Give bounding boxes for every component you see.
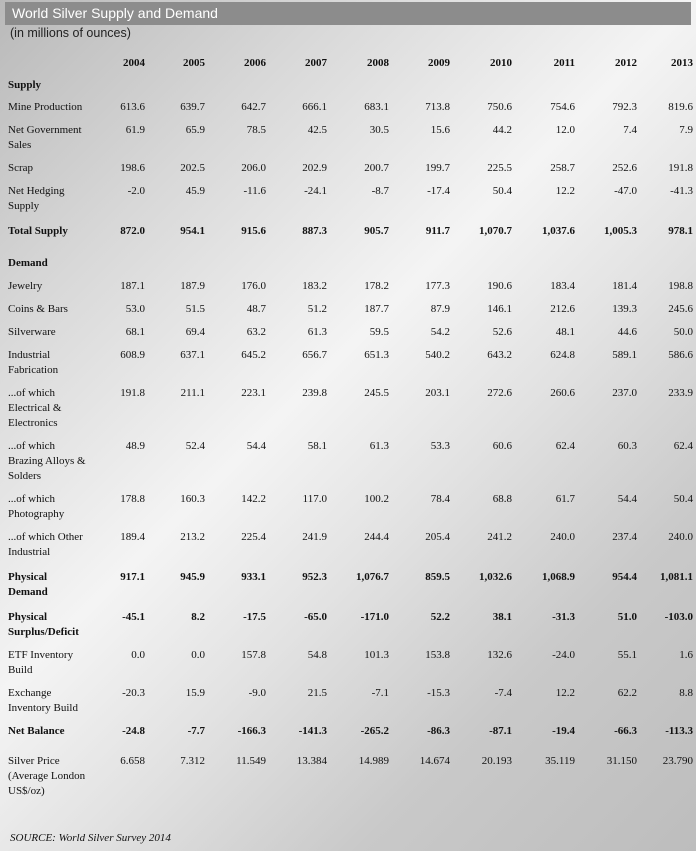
- data-cell: 30.5: [369, 124, 389, 136]
- data-cell: 540.2: [425, 349, 450, 361]
- data-cell: 917.1: [120, 571, 145, 583]
- data-cell: 198.8: [668, 280, 693, 292]
- data-cell: -45.1: [122, 611, 145, 623]
- data-cell: 45.9: [185, 185, 205, 197]
- data-cell: 198.6: [120, 162, 145, 174]
- data-cell: 199.7: [425, 162, 450, 174]
- data-cell: -7.1: [371, 687, 389, 699]
- data-cell: 1,070.7: [479, 225, 512, 237]
- data-cell: -9.0: [248, 687, 266, 699]
- data-cell: 225.4: [241, 531, 266, 543]
- data-cell: 62.4: [673, 440, 693, 452]
- section-filler: [92, 78, 694, 100]
- section-filler: [92, 256, 694, 279]
- data-cell: 954.4: [612, 571, 637, 583]
- data-cell: 48.9: [125, 440, 145, 452]
- data-cell: 177.3: [425, 280, 450, 292]
- data-cell: 176.0: [241, 280, 266, 292]
- data-cell: -141.3: [298, 725, 327, 737]
- data-cell: 15.9: [185, 687, 205, 699]
- table-row: [8, 184, 694, 224]
- data-cell: -17.4: [427, 185, 450, 197]
- data-cell: 61.9: [125, 124, 145, 136]
- data-cell: 52.6: [492, 326, 512, 338]
- data-cell: 1,005.3: [604, 225, 637, 237]
- data-cell: 683.1: [364, 101, 389, 113]
- data-cell: 51.0: [617, 611, 637, 623]
- data-cell: -65.0: [304, 611, 327, 623]
- data-cell: 905.7: [364, 225, 389, 237]
- data-cell: 1,068.9: [542, 571, 575, 583]
- data-cell: 50.4: [673, 493, 693, 505]
- data-cell: 237.0: [612, 387, 637, 399]
- data-cell: 586.6: [668, 349, 693, 361]
- data-cell: 1,081.1: [660, 571, 693, 583]
- data-cell: 14.989: [358, 755, 389, 767]
- data-cell: -166.3: [237, 725, 266, 737]
- year-header: 2010: [490, 57, 512, 69]
- row-label: Jewelry: [8, 280, 43, 292]
- row-label: ...of which Brazing Alloys & Solders: [8, 440, 86, 482]
- data-cell: 639.7: [180, 101, 205, 113]
- data-cell: 55.1: [617, 649, 637, 661]
- data-cell: 911.7: [425, 225, 450, 237]
- data-cell: 656.7: [302, 349, 327, 361]
- data-cell: 872.0: [120, 225, 145, 237]
- data-cell: 258.7: [550, 162, 575, 174]
- data-cell: 202.5: [180, 162, 205, 174]
- data-cell: 153.8: [425, 649, 450, 661]
- data-cell: -265.2: [360, 725, 389, 737]
- data-cell: 252.6: [612, 162, 637, 174]
- data-cell: 87.9: [430, 303, 450, 315]
- data-cell: 101.3: [364, 649, 389, 661]
- data-cell: 211.1: [180, 387, 205, 399]
- data-cell: 53.3: [430, 440, 450, 452]
- data-cell: 12.0: [555, 124, 575, 136]
- data-cell: 713.8: [425, 101, 450, 113]
- table-row: [8, 325, 694, 348]
- data-cell: -2.0: [127, 185, 145, 197]
- data-cell: 62.4: [555, 440, 575, 452]
- data-cell: 78.5: [246, 124, 266, 136]
- data-cell: 62.2: [617, 687, 637, 699]
- data-cell: 945.9: [180, 571, 205, 583]
- table-row: [8, 279, 694, 302]
- data-cell: 50.4: [492, 185, 512, 197]
- data-cell: 6.658: [120, 755, 145, 767]
- data-cell: 643.2: [487, 349, 512, 361]
- data-cell: 21.5: [307, 687, 327, 699]
- data-cell: 203.1: [425, 387, 450, 399]
- data-cell: 223.1: [241, 387, 266, 399]
- data-cell: -19.4: [552, 725, 575, 737]
- row-label: Coins & Bars: [8, 303, 68, 315]
- header-row: [8, 56, 694, 78]
- row-label: Industrial Fabrication: [8, 349, 59, 376]
- data-cell: 178.2: [364, 280, 389, 292]
- data-cell: 157.8: [241, 649, 266, 661]
- data-cell: 51.5: [185, 303, 205, 315]
- data-cell: 1,032.6: [479, 571, 512, 583]
- data-cell: -171.0: [360, 611, 389, 623]
- data-cell: 933.1: [241, 571, 266, 583]
- data-cell: 589.1: [612, 349, 637, 361]
- data-cell: 132.6: [487, 649, 512, 661]
- row-label: ...of which Photography: [8, 493, 65, 520]
- data-cell: 54.4: [617, 493, 637, 505]
- table-subtitle: (in millions of ounces): [10, 26, 131, 40]
- year-header: 2013: [671, 57, 693, 69]
- row-label: Physical Demand: [8, 571, 48, 598]
- data-cell: 68.8: [492, 493, 512, 505]
- data-cell: 7.9: [679, 124, 693, 136]
- data-cell: 1,037.6: [542, 225, 575, 237]
- data-cell: 65.9: [185, 124, 205, 136]
- table-row: [8, 224, 694, 256]
- data-cell: 117.0: [302, 493, 327, 505]
- data-cell: 146.1: [487, 303, 512, 315]
- data-cell: 0.0: [131, 649, 145, 661]
- row-label: Total Supply: [8, 225, 68, 237]
- data-cell: 12.2: [555, 185, 575, 197]
- data-cell: 44.6: [617, 326, 637, 338]
- data-cell: 245.5: [364, 387, 389, 399]
- data-cell: 613.6: [120, 101, 145, 113]
- data-cell: 792.3: [612, 101, 637, 113]
- data-cell: 202.9: [302, 162, 327, 174]
- data-cell: 624.8: [550, 349, 575, 361]
- data-cell: 189.4: [120, 531, 145, 543]
- data-cell: 8.8: [679, 687, 693, 699]
- table-row: [8, 754, 694, 799]
- data-cell: 978.1: [668, 225, 693, 237]
- data-cell: -113.3: [665, 725, 693, 737]
- table-row: [8, 570, 694, 610]
- data-cell: 241.2: [487, 531, 512, 543]
- data-cell: 260.6: [550, 387, 575, 399]
- table-row: [8, 648, 694, 686]
- data-cell: 20.193: [481, 755, 512, 767]
- table-row: [8, 724, 694, 754]
- year-header: 2007: [305, 57, 327, 69]
- data-cell: 178.8: [120, 493, 145, 505]
- table-row: [8, 492, 694, 530]
- year-header: 2005: [183, 57, 205, 69]
- row-label: ETF Inventory Build: [8, 649, 74, 676]
- table-row: [8, 161, 694, 184]
- data-cell: 181.4: [612, 280, 637, 292]
- data-cell: 1.6: [679, 649, 693, 661]
- source-note: SOURCE: World Silver Survey 2014: [10, 832, 171, 844]
- data-cell: 63.2: [246, 326, 266, 338]
- row-label: Scrap: [8, 162, 34, 174]
- data-cell: 637.1: [180, 349, 205, 361]
- data-cell: 240.0: [550, 531, 575, 543]
- data-cell: 139.3: [612, 303, 637, 315]
- data-cell: 8.2: [191, 611, 205, 623]
- data-cell: -8.7: [371, 185, 389, 197]
- data-cell: 68.1: [125, 326, 145, 338]
- data-cell: 48.7: [246, 303, 266, 315]
- data-cell: 205.4: [425, 531, 450, 543]
- table-row: [8, 302, 694, 325]
- data-cell: 233.9: [668, 387, 693, 399]
- data-cell: -17.5: [243, 611, 266, 623]
- data-cell: 239.8: [302, 387, 327, 399]
- data-cell: 69.4: [185, 326, 205, 338]
- data-cell: 61.7: [555, 493, 575, 505]
- data-cell: -86.3: [427, 725, 450, 737]
- data-cell: 44.2: [492, 124, 512, 136]
- year-header: 2004: [123, 57, 145, 69]
- data-cell: 237.4: [612, 531, 637, 543]
- year-header: 2008: [367, 57, 389, 69]
- data-cell: 38.1: [492, 611, 512, 623]
- year-header: 2009: [428, 57, 450, 69]
- data-cell: 245.6: [668, 303, 693, 315]
- data-cell: 61.3: [307, 326, 327, 338]
- data-cell: 54.8: [307, 649, 327, 661]
- data-cell: 59.5: [369, 326, 389, 338]
- row-label: Silver Price (Average London US$/oz): [8, 755, 86, 797]
- data-cell: -24.1: [304, 185, 327, 197]
- data-cell: 272.6: [487, 387, 512, 399]
- data-cell: 645.2: [241, 349, 266, 361]
- data-cell: 190.6: [487, 280, 512, 292]
- data-cell: 191.8: [668, 162, 693, 174]
- table-row: [8, 123, 694, 161]
- data-cell: 14.674: [419, 755, 450, 767]
- data-cell: -47.0: [614, 185, 637, 197]
- row-label: ...of which Electrical & Electronics: [8, 387, 62, 429]
- data-cell: -103.0: [664, 611, 693, 623]
- table-title: World Silver Supply and Demand: [5, 2, 691, 25]
- data-cell: 666.1: [302, 101, 327, 113]
- data-cell: -31.3: [552, 611, 575, 623]
- silver-supply-demand-table: [8, 56, 694, 799]
- table-row: [8, 686, 694, 724]
- data-cell: 15.6: [430, 124, 450, 136]
- data-cell: -7.7: [187, 725, 205, 737]
- row-label: Mine Production: [8, 101, 83, 113]
- data-cell: 60.6: [492, 440, 512, 452]
- data-cell: 31.150: [606, 755, 637, 767]
- data-cell: -87.1: [489, 725, 512, 737]
- table-row: [8, 78, 694, 100]
- data-cell: 859.5: [425, 571, 450, 583]
- table-row: [8, 439, 694, 492]
- row-label: Silverware: [8, 326, 56, 338]
- table-row: [8, 348, 694, 386]
- data-cell: 213.2: [180, 531, 205, 543]
- table-row: [8, 386, 694, 439]
- data-cell: 160.3: [180, 493, 205, 505]
- data-cell: 187.9: [180, 280, 205, 292]
- data-cell: -24.8: [122, 725, 145, 737]
- data-cell: 142.2: [241, 493, 266, 505]
- data-cell: -15.3: [427, 687, 450, 699]
- data-cell: -66.3: [614, 725, 637, 737]
- data-cell: 7.4: [623, 124, 637, 136]
- data-cell: 35.119: [545, 755, 575, 767]
- section-heading: Supply: [8, 79, 42, 91]
- data-cell: 48.1: [555, 326, 575, 338]
- data-cell: 54.2: [430, 326, 450, 338]
- year-header: 2006: [244, 57, 266, 69]
- data-cell: 51.2: [307, 303, 327, 315]
- data-cell: 642.7: [241, 101, 266, 113]
- data-cell: 183.2: [302, 280, 327, 292]
- data-cell: 754.6: [550, 101, 575, 113]
- row-label: Net Balance: [8, 725, 65, 737]
- data-cell: 187.7: [364, 303, 389, 315]
- data-cell: 52.2: [430, 611, 450, 623]
- data-cell: 13.384: [296, 755, 327, 767]
- data-cell: 212.6: [550, 303, 575, 315]
- data-cell: 191.8: [120, 387, 145, 399]
- table-row: [8, 530, 694, 570]
- data-cell: 42.5: [307, 124, 327, 136]
- data-cell: 12.2: [555, 687, 575, 699]
- data-cell: -7.4: [494, 687, 512, 699]
- row-label: Exchange Inventory Build: [8, 687, 78, 714]
- table-row: [8, 256, 694, 279]
- data-cell: 54.4: [246, 440, 266, 452]
- row-label: Net Hedging Supply: [8, 185, 65, 212]
- data-cell: 53.0: [125, 303, 145, 315]
- data-cell: 241.9: [302, 531, 327, 543]
- row-label: Physical Surplus/Deficit: [8, 611, 79, 638]
- data-cell: 187.1: [120, 280, 145, 292]
- data-cell: 750.6: [487, 101, 512, 113]
- data-cell: 61.3: [369, 440, 389, 452]
- data-cell: 887.3: [302, 225, 327, 237]
- data-cell: 0.0: [191, 649, 205, 661]
- data-cell: 244.4: [364, 531, 389, 543]
- row-label: Net Government Sales: [8, 124, 82, 151]
- year-header: 2011: [553, 57, 575, 69]
- data-cell: -24.0: [552, 649, 575, 661]
- year-header: 2012: [615, 57, 637, 69]
- data-cell: -41.3: [670, 185, 693, 197]
- data-cell: 608.9: [120, 349, 145, 361]
- data-cell: 915.6: [241, 225, 266, 237]
- table-row: [8, 610, 694, 648]
- data-cell: -11.6: [243, 185, 266, 197]
- data-cell: 78.4: [430, 493, 450, 505]
- data-cell: 23.790: [662, 755, 693, 767]
- data-cell: 50.0: [673, 326, 693, 338]
- data-cell: 954.1: [180, 225, 205, 237]
- data-cell: 206.0: [241, 162, 266, 174]
- data-cell: -20.3: [122, 687, 145, 699]
- data-cell: 952.3: [302, 571, 327, 583]
- data-cell: 183.4: [550, 280, 575, 292]
- data-cell: 225.5: [487, 162, 512, 174]
- data-cell: 11.549: [236, 755, 266, 767]
- data-cell: 7.312: [180, 755, 205, 767]
- data-cell: 1,076.7: [356, 571, 389, 583]
- data-cell: 60.3: [617, 440, 637, 452]
- data-cell: 58.1: [307, 440, 327, 452]
- data-cell: 651.3: [364, 349, 389, 361]
- data-cell: 100.2: [364, 493, 389, 505]
- data-cell: 200.7: [364, 162, 389, 174]
- section-heading: Demand: [8, 257, 48, 269]
- table-row: [8, 100, 694, 123]
- row-label: ...of which Other Industrial: [8, 531, 83, 558]
- data-cell: 240.0: [668, 531, 693, 543]
- header-label-cell: [8, 56, 92, 78]
- data-cell: 52.4: [185, 440, 205, 452]
- data-cell: 819.6: [668, 101, 693, 113]
